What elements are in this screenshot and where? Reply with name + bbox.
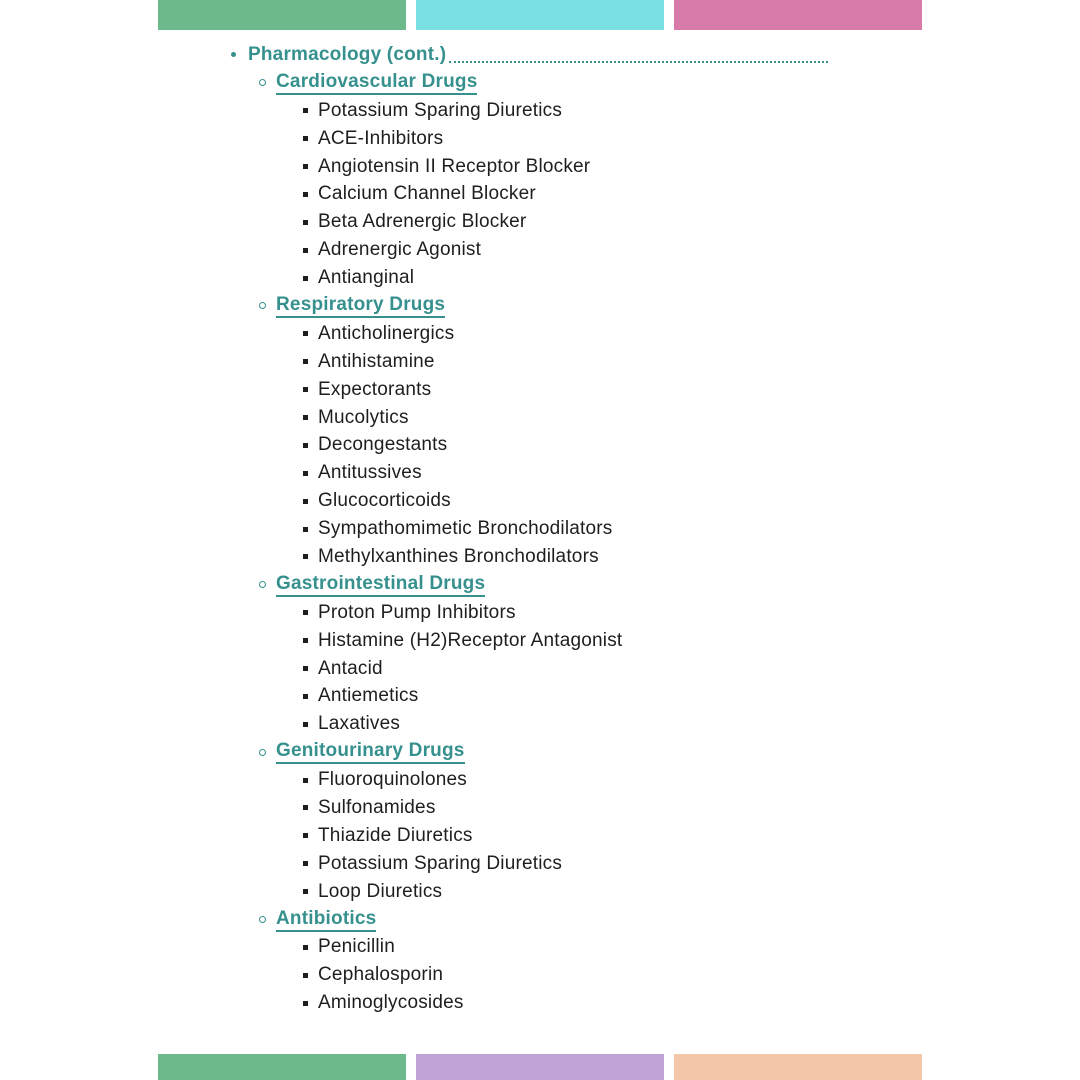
bottom-bar-row — [158, 1054, 922, 1080]
square-bullet-icon — [303, 666, 308, 671]
toc-item-label: Angiotensin II Receptor Blocker — [318, 155, 591, 177]
bottom-bar-purple — [416, 1054, 664, 1080]
square-bullet-icon — [303, 554, 308, 559]
circle-bullet-icon — [259, 916, 266, 923]
toc-item-row — [222, 989, 882, 1017]
toc-item-label: Sulfonamides — [318, 796, 436, 818]
toc-item-label: Cephalosporin — [318, 964, 444, 986]
section-link-row — [222, 738, 882, 766]
circle-bullet-icon — [259, 749, 266, 756]
square-bullet-icon — [303, 471, 308, 476]
square-bullet-icon — [303, 387, 308, 392]
toc-item-label: Mucolytics — [318, 406, 409, 428]
toc-item-row — [222, 180, 882, 208]
square-bullet-icon — [303, 610, 308, 615]
toc-item-row — [222, 320, 882, 348]
section-link[interactable]: Respiratory Drugs — [276, 294, 445, 318]
section-link-row — [222, 571, 882, 599]
toc-item-label: Histamine (H2)Receptor Antagonist — [318, 629, 623, 651]
toc-item-label: Antiemetics — [318, 685, 419, 707]
toc-item-label: Adrenergic Agonist — [318, 239, 482, 261]
square-bullet-icon — [303, 108, 308, 113]
toc-item-row — [222, 459, 882, 487]
top-bar-green — [158, 0, 406, 30]
toc-item-label: Penicillin — [318, 936, 395, 958]
page-title: Pharmacology (cont.) — [248, 43, 447, 65]
square-bullet-icon — [303, 443, 308, 448]
square-bullet-icon — [303, 415, 308, 420]
toc-item-row — [222, 208, 882, 236]
toc-item-row — [222, 487, 882, 515]
section-link[interactable]: Cardiovascular Drugs — [276, 71, 477, 95]
toc-item-row — [222, 236, 882, 264]
toc-item-label: Antianginal — [318, 267, 415, 289]
toc-item-label: Beta Adrenergic Blocker — [318, 211, 527, 233]
section-link[interactable]: Gastrointestinal Drugs — [276, 573, 485, 597]
toc-item-label: Loop Diuretics — [318, 880, 443, 902]
square-bullet-icon — [303, 1001, 308, 1006]
dotted-leader — [449, 61, 828, 63]
toc-item-row — [222, 404, 882, 432]
square-bullet-icon — [303, 276, 308, 281]
section-link-row — [222, 292, 882, 320]
square-bullet-icon — [303, 861, 308, 866]
toc-item-row — [222, 766, 882, 794]
square-bullet-icon — [303, 889, 308, 894]
square-bullet-icon — [303, 248, 308, 253]
toc-item-label: Antacid — [318, 657, 383, 679]
toc-item-row — [222, 348, 882, 376]
dot-bullet-icon — [231, 52, 236, 57]
toc-item-row — [222, 961, 882, 989]
toc-item-label: Antihistamine — [318, 350, 435, 372]
square-bullet-icon — [303, 220, 308, 225]
square-bullet-icon — [303, 499, 308, 504]
toc-item-row — [222, 264, 882, 292]
section-link[interactable]: Genitourinary Drugs — [276, 740, 465, 764]
toc-item-row — [222, 822, 882, 850]
toc-item-label: Potassium Sparing Diuretics — [318, 852, 563, 874]
top-bar-pink — [674, 0, 922, 30]
square-bullet-icon — [303, 359, 308, 364]
toc-item-label: Anticholinergics — [318, 322, 455, 344]
toc-item-row — [222, 627, 882, 655]
circle-bullet-icon — [259, 79, 266, 86]
toc-title-row — [222, 41, 828, 69]
toc-item-row — [222, 431, 882, 459]
toc-list — [222, 41, 882, 1017]
section-link-row — [222, 69, 882, 97]
toc-item-label: Antitussives — [318, 462, 422, 484]
square-bullet-icon — [303, 722, 308, 727]
toc-item-row — [222, 850, 882, 878]
toc-item-label: Methylxanthines Bronchodilators — [318, 545, 599, 567]
square-bullet-icon — [303, 527, 308, 532]
square-bullet-icon — [303, 778, 308, 783]
toc-item-label: ACE-Inhibitors — [318, 127, 444, 149]
toc-item-label: Decongestants — [318, 434, 448, 456]
toc-item-row — [222, 515, 882, 543]
circle-bullet-icon — [259, 581, 266, 588]
square-bullet-icon — [303, 331, 308, 336]
toc-item-label: Expectorants — [318, 378, 432, 400]
square-bullet-icon — [303, 694, 308, 699]
toc-item-row — [222, 710, 882, 738]
toc-item-row — [222, 125, 882, 153]
toc-item-label: Calcium Channel Blocker — [318, 183, 536, 205]
toc-item-row — [222, 794, 882, 822]
toc-item-row — [222, 543, 882, 571]
square-bullet-icon — [303, 833, 308, 838]
square-bullet-icon — [303, 973, 308, 978]
toc-item-label: Laxatives — [318, 713, 401, 735]
toc-item-label: Fluoroquinolones — [318, 769, 467, 791]
toc-item-row — [222, 376, 882, 404]
toc-item-label: Glucocorticoids — [318, 490, 451, 512]
toc-item-label: Thiazide Diuretics — [318, 824, 473, 846]
toc-item-label: Proton Pump Inhibitors — [318, 601, 516, 623]
toc-item-label: Aminoglycosides — [318, 992, 464, 1014]
section-link-row — [222, 906, 882, 934]
square-bullet-icon — [303, 945, 308, 950]
toc-item-row — [222, 153, 882, 181]
toc-item-row — [222, 878, 882, 906]
square-bullet-icon — [303, 136, 308, 141]
circle-bullet-icon — [259, 302, 266, 309]
square-bullet-icon — [303, 164, 308, 169]
toc-item-label: Potassium Sparing Diuretics — [318, 99, 563, 121]
square-bullet-icon — [303, 805, 308, 810]
toc-item-label: Sympathomimetic Bronchodilators — [318, 518, 613, 540]
toc-item-row — [222, 97, 882, 125]
bottom-bar-green — [158, 1054, 406, 1080]
top-bar-row — [158, 0, 922, 30]
top-bar-cyan — [416, 0, 664, 30]
square-bullet-icon — [303, 192, 308, 197]
section-link[interactable]: Antibiotics — [276, 908, 376, 932]
toc-item-row — [222, 934, 882, 962]
toc-item-row — [222, 655, 882, 683]
square-bullet-icon — [303, 638, 308, 643]
toc-item-row — [222, 599, 882, 627]
toc-item-row — [222, 682, 882, 710]
bottom-bar-peach — [674, 1054, 922, 1080]
